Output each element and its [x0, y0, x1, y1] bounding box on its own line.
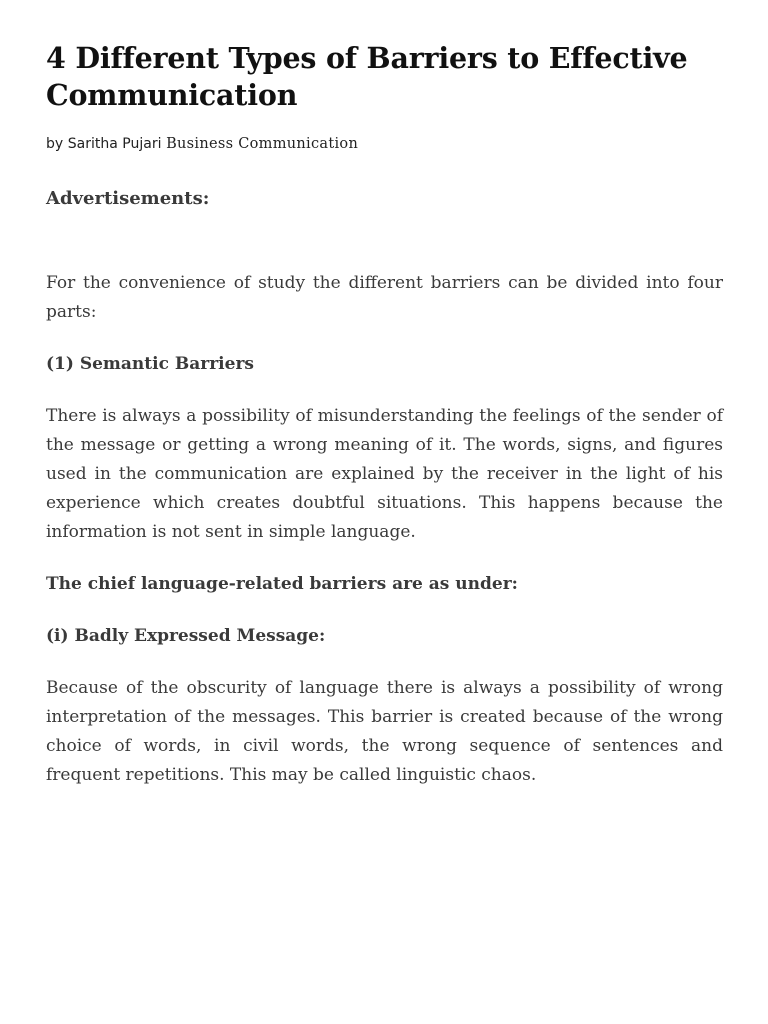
category-link[interactable]: Business Communication	[166, 136, 359, 152]
semantic-barriers-heading: (1) Semantic Barriers	[46, 354, 254, 374]
byline-prefix: by	[46, 136, 64, 152]
semantic-barriers-paragraph: There is always a possibility of misunderstanding the feelings of the sender of the message or getting a wrong meaning of it. The words, signs, and figures used in the communication are explained by the receiver in the light of his experience which creates doubtful situations. This happens because the information is not sent in simple language.	[46, 406, 723, 542]
article	[46, 40, 723, 790]
author-link[interactable]: Saritha Pujari	[67, 136, 162, 152]
byline	[46, 134, 723, 154]
intro-paragraph: For the convenience of study the different barriers can be divided into four parts:	[46, 273, 723, 322]
badly-expressed-heading: (i) Badly Expressed Message:	[46, 626, 326, 646]
advertisements-label: Advertisements:	[46, 188, 210, 209]
language-barriers-heading: The chief language-related barriers are as under:	[46, 574, 518, 594]
badly-expressed-paragraph: Because of the obscurity of language there is always a possibility of wrong interpretation of the messages. This barrier is created because of the wrong choice of words, in civil words, the wrong sequence of sentences and frequent repetitions. This may be called linguistic chaos.	[46, 678, 723, 785]
article-title: 4 Different Types of Barriers to Effective Communication	[46, 41, 688, 112]
